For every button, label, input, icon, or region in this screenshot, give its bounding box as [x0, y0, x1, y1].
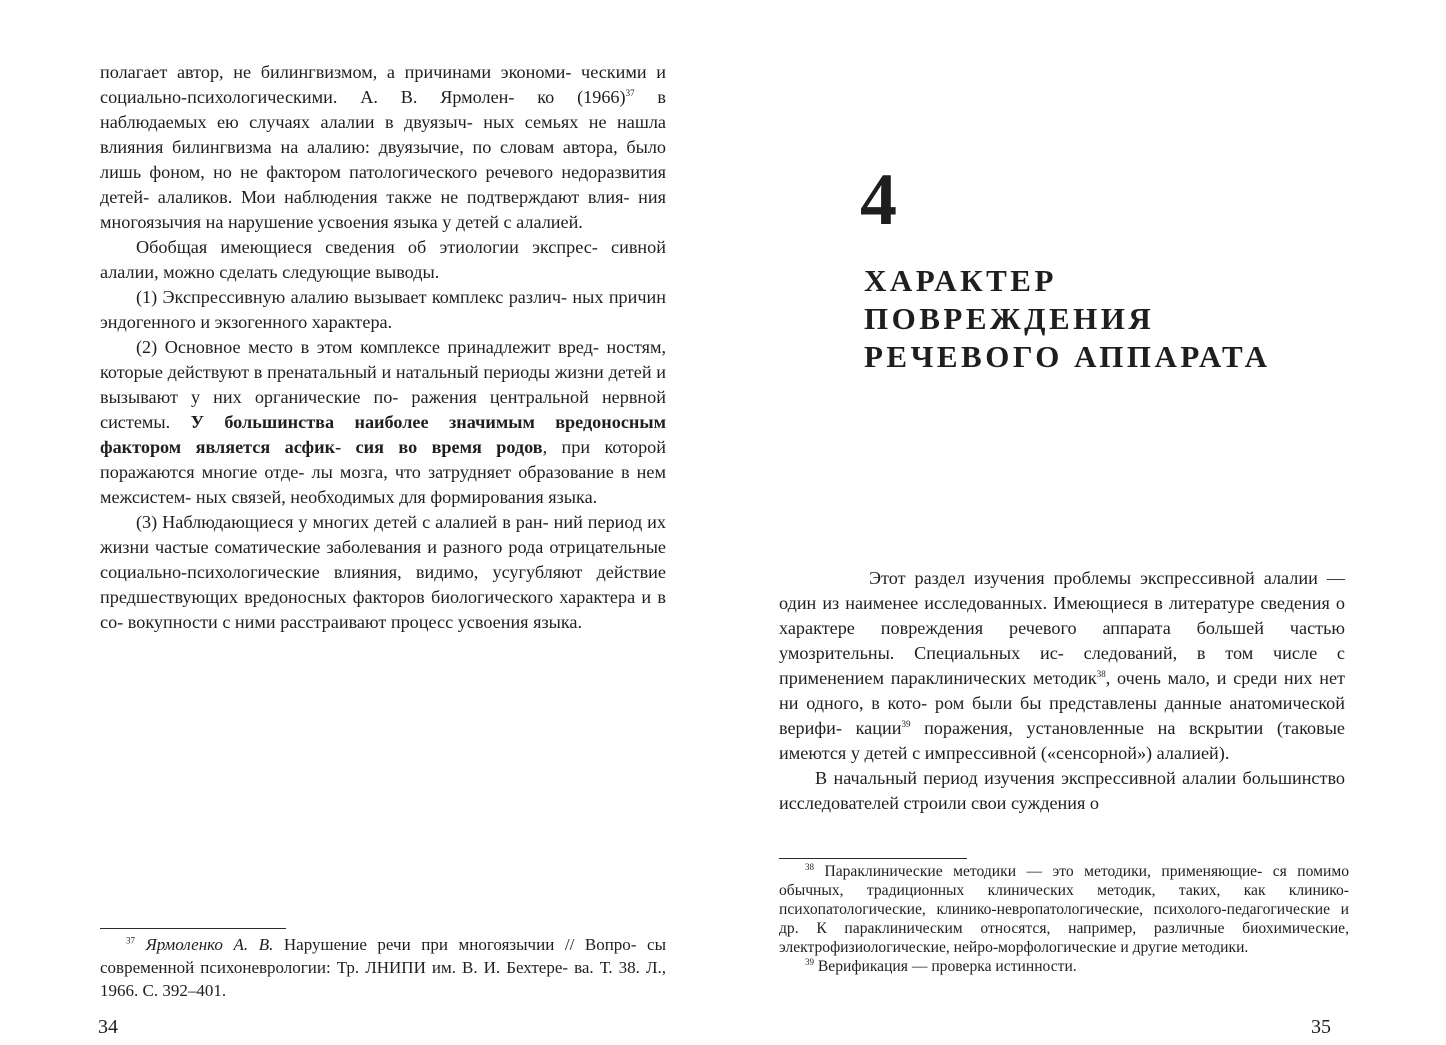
- footnote-author: Ярмоленко А. В.: [145, 935, 274, 954]
- footnote-ref: 37: [625, 87, 635, 98]
- footnote-number: 38: [805, 861, 814, 872]
- paragraph: Этот раздел изучения проблемы экспрессивной алалии — один из наименее исследованных. Имеющиеся в литературе сведения о характере повреждения речевого аппарата большей частью умозрительны. Специальных ис- следований, в том числе с применением параклинических методик$^{38}$, очень мало, и среди них нет ни одного, в кото- ром были бы представлены данные анатомической верифи- кации$^{39}$ поражения, установленные на вскрытии (таковые имеются у детей с импрессивной («сенсорной») алалией).: [779, 568, 1345, 763]
- paragraph: (3) Наблюдающиеся у многих детей с алалией в ран- ний период их жизни частые соматические заболевания и разного рода отрицательные социально-психологические влияния, видимо, усугубляют действие предшествующих вредоносных факторов биологического характера и в со- вокупности с ними расстраивают процесс усвоения языка.: [100, 512, 666, 632]
- footnote-ref: 38: [1096, 668, 1106, 679]
- chapter-title-line: РЕЧЕВОГО АППАРАТА: [864, 339, 1271, 374]
- footnote-number: 37: [126, 935, 135, 946]
- paragraph: В начальный период изучения экспрессивной алалии большинство исследователей строили свои суждения о: [779, 768, 1345, 813]
- chapter-number: 4: [860, 159, 897, 241]
- bold-emphasis: У большинства наиболее значимым вредоносным фактором является асфик- сия во время родов: [100, 412, 666, 457]
- footnote-ref: 39: [901, 718, 911, 729]
- page-number: 34: [98, 1016, 118, 1038]
- footnote-text: Параклинические методики — это методики, применяющие- ся помимо обычных, традиционных клинических методик, таких, как клинико-психопатологические, клинико-невропатологические, психолого-педагогические и др. К параклиническим относятся, например, различные биохимические, электрофизиологические, нейро-морфологические и другие методики.: [779, 863, 1349, 956]
- footnotes: [779, 862, 1349, 976]
- paragraph: (1) Экспрессивную алалию вызывает комплекс различ- ных причин эндогенного и экзогенного характера.: [100, 287, 666, 332]
- paragraph: (2) Основное место в этом комплексе принадлежит вред- ностям, которые действуют в пренатальный и натальный периоды жизни детей и вызывают у них органические по- ражения центральной нервной системы. У большинства наиболее значимым вредоносным фактором является асфик- сия во время родов, при которой поражаются многие отде- лы мозга, что затрудняет образование в нем межсистем- ных связей, необходимых для формирования языка.: [100, 337, 666, 507]
- footnote-number: 39: [805, 956, 814, 967]
- chapter-title-line: ХАРАКТЕР: [864, 263, 1057, 298]
- footnote: [779, 862, 1349, 957]
- footnote-rule: [779, 858, 967, 859]
- footnote: [100, 933, 666, 1002]
- right-page-body: [779, 566, 1345, 816]
- left-page-body: [100, 60, 666, 635]
- page-number: 35: [1311, 1016, 1331, 1038]
- chapter-title-line: ПОВРЕЖДЕНИЯ: [864, 301, 1155, 336]
- chapter-title: [864, 262, 1364, 376]
- footnote-text: Верификация — проверка истинности.: [817, 958, 1077, 975]
- footnote-text: Нарушение речи при многоязычии // Вопро- сы современной психоневрологии: Тр. ЛНИПИ им. В. И. Бехтере- ва. Т. 38. Л., 1966. С. 392–401.: [100, 935, 666, 1000]
- footnote-rule: [100, 928, 286, 929]
- right-page: [723, 0, 1446, 1045]
- footnote: [779, 957, 1349, 976]
- paragraph: Обобщая имеющиеся сведения об этиологии экспрес- сивной алалии, можно сделать следующие выводы.: [100, 237, 666, 282]
- paragraph: полагает автор, не билингвизмом, а причинами экономи- ческими и социально-психологическими. А. В. Ярмолен- ко $(1966)^{37}$ в наблюдаемых ею случаях алалии в двуязыч- ных семьях не нашла влияния билингвизма на алалию: двуязычие, по словам автора, было лишь фоном, но не фактором патологического речевого недоразвития детей- алаликов. Мои наблюдения также не подтверждают влия- ния многоязычия на нарушение усвоения языка у детей с алалией.: [100, 62, 667, 232]
